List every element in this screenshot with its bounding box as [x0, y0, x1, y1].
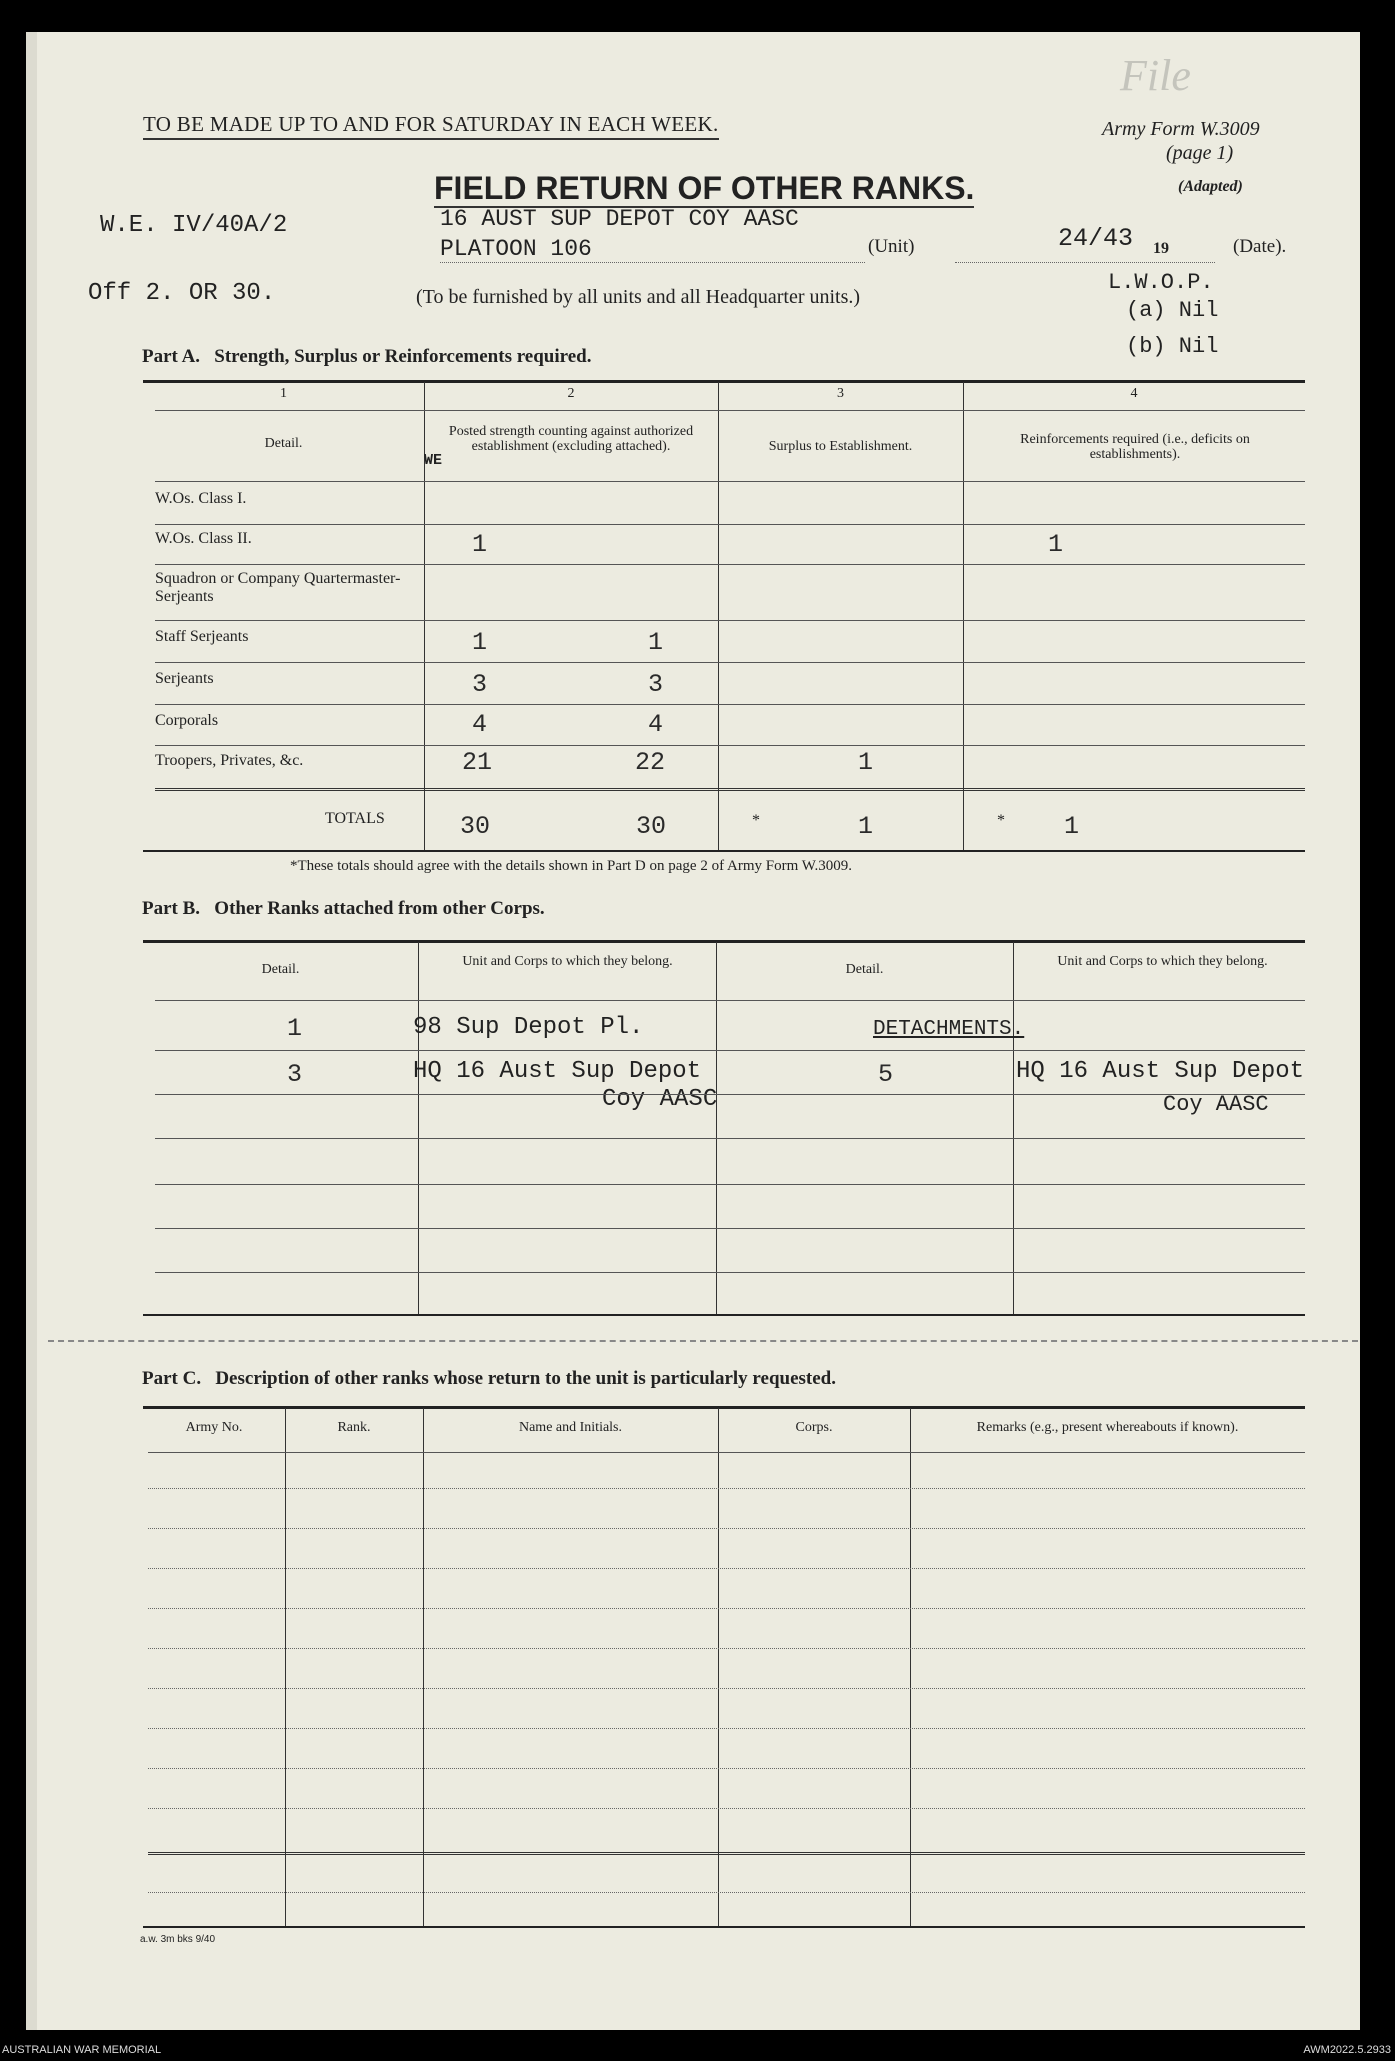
- part-c-header-rule: [148, 1452, 1305, 1453]
- totals-surplus: 1: [858, 812, 874, 841]
- date-label: (Date).: [1233, 236, 1287, 257]
- part-b-header-detail-2: Detail.: [845, 962, 884, 977]
- handwritten-file-note: File: [1120, 51, 1191, 100]
- part-b-rule-5: [155, 1228, 1305, 1229]
- part-b-divider-2: [716, 942, 717, 1314]
- officers-other-ranks-count: Off 2. OR 30.: [88, 280, 276, 307]
- part-c-top-rule: [143, 1406, 1305, 1409]
- row-detail-cqms-text: Squadron or Company Quartermaster-Serjeants: [155, 570, 401, 605]
- lwop-label: L.W.O.P.: [1108, 270, 1214, 295]
- unit-line-2: PLATOON 106: [440, 236, 592, 262]
- part-c-title: Part C. Description of other ranks whose return to the unit is particularly requested.: [142, 1368, 836, 1389]
- part-b-rule-3: [155, 1138, 1305, 1139]
- totals-top-rule: [155, 788, 1305, 794]
- row-rule-2: [155, 564, 1305, 565]
- date-dotted-line: [955, 262, 1215, 263]
- totals-surplus-asterisk: *: [752, 812, 760, 829]
- part-a-num-rule: [155, 410, 1305, 411]
- part-b-header-rule: [155, 1000, 1305, 1001]
- date-value: 24/43: [1058, 224, 1134, 253]
- part-b-detachments: DETACHMENTS.: [873, 1018, 1025, 1041]
- row-rule-5: [155, 704, 1305, 705]
- row-rule-4: [155, 662, 1305, 663]
- col-header-posted: Posted strength counting against authorized establishment (excluding attached).: [448, 424, 694, 454]
- form-name: Army Form W.3009: [1102, 118, 1260, 140]
- part-c-header-remarks: Remarks (e.g., present whereabouts if known).: [976, 1420, 1239, 1435]
- part-b-divider-3: [1013, 942, 1014, 1314]
- col-num-1: 1: [280, 386, 287, 401]
- row-we-corporals: 4: [472, 710, 488, 739]
- part-c-row-rule: [148, 1608, 1305, 1609]
- part-b-rule-4: [155, 1184, 1305, 1185]
- part-b-unit-3: HQ 16 Aust Sup Depot: [413, 1058, 702, 1085]
- part-a-header-rule: [155, 481, 1305, 482]
- we-stamp: WE: [424, 452, 443, 469]
- totals-posted: 30: [636, 812, 667, 841]
- part-b-top-rule: [143, 940, 1305, 943]
- part-c-row-rule: [148, 1488, 1305, 1489]
- row-detail-privates: Troopers, Privates, &c.: [155, 752, 304, 769]
- form-sheet: [37, 32, 1360, 2030]
- part-c-row-rule: [148, 1768, 1305, 1769]
- row-we-privates: 21: [462, 748, 493, 777]
- part-b-unit-1: 98 Sup Depot Pl.: [413, 1014, 644, 1041]
- part-b-divider-1: [418, 942, 419, 1314]
- part-b-header-unit-2: Unit and Corps to which they belong.: [1057, 954, 1268, 969]
- row-detail-staff-serjeants: Staff Serjeants: [155, 628, 249, 645]
- row-detail-wo1: W.Os. Class I.: [155, 490, 247, 507]
- printer-mark: a.w. 3m bks 9/40: [140, 1934, 216, 1945]
- part-a-bottom-rule: [143, 850, 1305, 852]
- col-num-4: 4: [1130, 386, 1138, 401]
- part-b-unit-5-cont: Coy AASC: [1163, 1092, 1269, 1117]
- row-detail-serjeants: Serjeants: [155, 670, 214, 687]
- part-c-bottom-rule: [143, 1926, 1305, 1928]
- form-page: (page 1): [1166, 142, 1234, 164]
- lwop-a: (a) Nil: [1126, 298, 1219, 323]
- part-b-unit-3-cont: Coy AASC: [602, 1086, 718, 1113]
- part-c-row-rule: [148, 1688, 1305, 1689]
- row-we-staff-serjeants: 1: [472, 628, 488, 657]
- unit-label: (Unit): [868, 236, 915, 257]
- part-c-divider-1: [285, 1408, 286, 1926]
- part-b-detail-3: 3: [287, 1060, 303, 1089]
- part-c-header-rank: Rank.: [337, 1420, 371, 1435]
- unit-dotted-line: [440, 262, 865, 263]
- col-header-surplus: Surplus to Establishment.: [768, 439, 913, 454]
- part-c-row-rule: [148, 1808, 1305, 1809]
- totals-label: TOTALS: [325, 810, 385, 827]
- part-b-detail-5: 5: [878, 1060, 894, 1089]
- part-b-rule-1: [155, 1050, 1305, 1051]
- part-a-top-rule: [143, 380, 1305, 383]
- row-posted-serjeants: 3: [648, 670, 664, 699]
- row-detail-cqms: [155, 570, 415, 606]
- part-b-detail-1: 1: [287, 1014, 303, 1043]
- lwop-b: (b) Nil: [1126, 334, 1219, 359]
- part-c-divider-2: [423, 1408, 424, 1926]
- part-b-title: Part B. Other Ranks attached from other Corps.: [142, 898, 545, 919]
- row-rule-6: [155, 745, 1305, 746]
- part-a-divider-3: [963, 382, 964, 850]
- part-c-row-rule: [148, 1648, 1305, 1649]
- part-b-header-detail-1: Detail.: [261, 962, 300, 977]
- instruction-line: TO BE MADE UP TO AND FOR SATURDAY IN EACH WEEK.: [143, 112, 719, 140]
- row-rule-3: [155, 620, 1305, 621]
- part-c-header-corps: Corps.: [795, 1420, 833, 1435]
- part-b-header-unit-1: Unit and Corps to which they belong.: [462, 954, 673, 969]
- totals-we: 30: [460, 812, 491, 841]
- part-c-header-name: Name and Initials.: [518, 1420, 623, 1435]
- part-c-header-army-no: Army No.: [185, 1420, 243, 1435]
- row-surplus-privates: 1: [858, 748, 874, 777]
- row-reinf-wo2: 1: [1048, 530, 1064, 559]
- adapted-note: (Adapted): [1178, 178, 1243, 195]
- totals-reinf: 1: [1064, 812, 1080, 841]
- cut-line: [48, 1340, 1358, 1342]
- part-a-title: Part A. Strength, Surplus or Reinforcements required.: [142, 346, 592, 367]
- part-c-divider-3: [718, 1408, 719, 1926]
- year-prefix: 19: [1153, 240, 1169, 257]
- row-posted-privates: 22: [635, 748, 666, 777]
- part-c-row-rule: [148, 1568, 1305, 1569]
- row-posted-staff-serjeants: 1: [648, 628, 664, 657]
- col-num-3: 3: [837, 386, 844, 401]
- part-a-footnote: *These totals should agree with the details shown in Part D on page 2 of Army Form W.3009.: [290, 858, 853, 874]
- row-detail-corporals: Corporals: [155, 712, 219, 729]
- row-detail-wo2: W.Os. Class II.: [155, 530, 252, 547]
- part-b-bottom-rule: [143, 1314, 1305, 1316]
- totals-reinf-asterisk: *: [997, 812, 1005, 829]
- unit-line-1: 16 AUST SUP DEPOT COY AASC: [440, 206, 799, 232]
- col-num-2: 2: [567, 386, 575, 401]
- row-rule-1: [155, 524, 1305, 525]
- page-title: FIELD RETURN OF OTHER RANKS.: [434, 170, 975, 206]
- part-b-unit-5: HQ 16 Aust Sup Depot: [1016, 1058, 1305, 1085]
- footer-right: AWM2022.5.2933: [1303, 2044, 1391, 2056]
- part-c-row-rule: [148, 1892, 1305, 1893]
- col-header-detail: Detail.: [264, 436, 303, 451]
- part-b-rule-2: [155, 1094, 1305, 1095]
- furnish-note: (To be furnished by all units and all Headquarter units.): [416, 286, 861, 308]
- we-reference: W.E. IV/40A/2: [100, 212, 288, 239]
- part-c-divider-4: [910, 1408, 911, 1926]
- part-c-row-rule: [148, 1528, 1305, 1529]
- part-b-rule-6: [155, 1272, 1305, 1273]
- footer-left: AUSTRALIAN WAR MEMORIAL: [2, 2044, 162, 2056]
- row-we-wo2: 1: [472, 530, 488, 559]
- part-c-double-rule: [148, 1852, 1305, 1858]
- row-posted-corporals: 4: [648, 710, 664, 739]
- col-header-reinforcements: Reinforcements required (i.e., deficits on establishments).: [1020, 432, 1250, 462]
- row-we-serjeants: 3: [472, 670, 488, 699]
- part-c-row-rule: [148, 1728, 1305, 1729]
